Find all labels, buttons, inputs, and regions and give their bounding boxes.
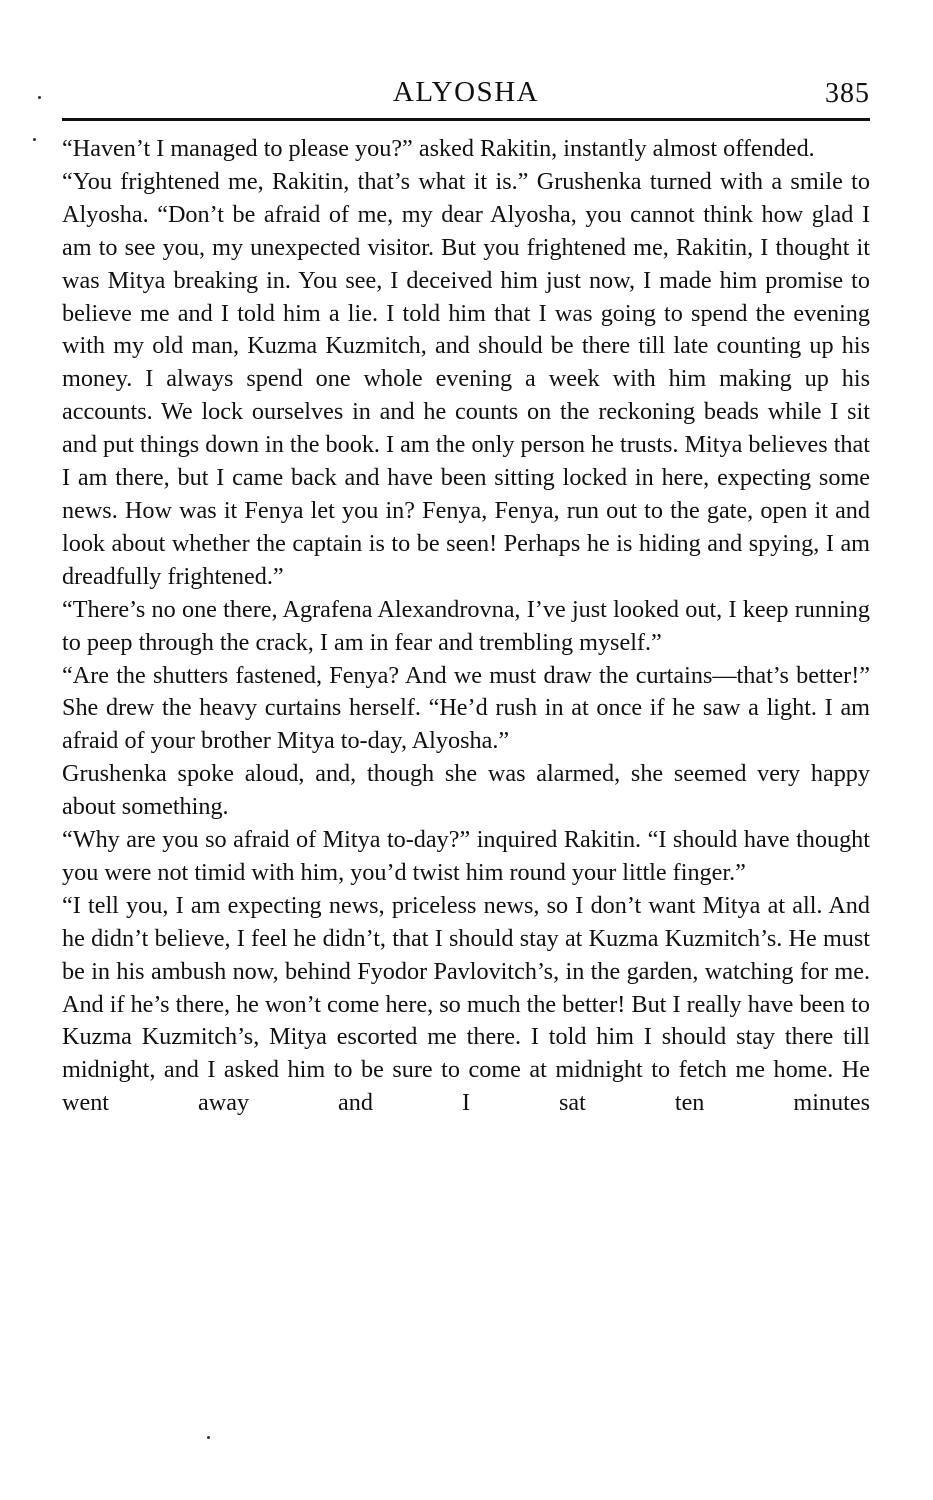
running-head	[62, 68, 870, 112]
running-title: ALYOSHA	[392, 76, 540, 108]
page-number: 385	[825, 78, 870, 109]
paragraph: “There’s no one there, Agrafena Alexandrovna, I’ve just looked out, I keep running to peep through the crack, I am in fear and trembling myself.”	[62, 595, 870, 656]
book-page	[62, 68, 870, 1120]
body-text	[62, 133, 870, 1120]
paragraph: “You frightened me, Rakitin, that’s what it is.” Grushenka turned with a smile to Alyosha. “Don’t be afraid of me, my dear Alyosha, you cannot think how glad I am to see you, my unexpected visitor. But you frightened me, Rakitin, I thought it was Mitya breaking in. You see, I deceived him just now, I made him promise to believe me and I told him a lie. I told him that I was going to spend the evening with my old man, Kuzma Kuzmitch, and should be there till late counting up his money. I always spend one whole evening a week with him making up his accounts. We lock ourselves in and he counts on the reckoning beads while I sit and put things down in the book. I am the only person he trusts. Mitya believes that I am there, but I came back and have been sitting locked in here, expecting some news. How was it Fenya let you in? Fenya, Fenya, run out to the gate, open it and look about whether the captain is to be seen! Perhaps he is hiding and spying, I am dreadfully frightened.”	[62, 167, 870, 590]
paragraph: “Why are you so afraid of Mitya to-day?” inquired Rakitin. “I should have thought you were not timid with him, you’d twist him round your little finger.”	[62, 826, 870, 886]
scan-speck	[33, 138, 36, 141]
scan-speck	[38, 96, 41, 99]
paragraph: Grushenka spoke aloud, and, though she was alarmed, she seemed very happy about something.	[62, 760, 870, 821]
header-rule	[62, 118, 870, 121]
scan-speck	[207, 1436, 210, 1439]
paragraph: “Haven’t I managed to please you?” asked Rakitin, instantly almost offended.	[62, 135, 815, 162]
paragraph: “Are the shutters fastened, Fenya? And we must draw the curtains—that’s better!” She drew the heavy curtains herself. “He’d rush in at once if he saw a light. I am afraid of your brother Mitya to-day, Alyosha.”	[62, 661, 870, 755]
paragraph: “I tell you, I am expecting news, priceless news, so I don’t want Mitya at all. And he didn’t believe, I feel he didn’t, that I should stay at Kuzma Kuzmitch’s. He must be in his ambush now, behind Fyodor Pavlovitch’s, in the garden, watching for me. And if he’s there, he won’t come here, so much the better! But I really have been to Kuzma Kuzmitch’s, Mitya escorted me there. I told him I should stay there till midnight, and I asked him to be sure to come at midnight to fetch me home. He went away and I sat ten minutes	[62, 891, 870, 1117]
